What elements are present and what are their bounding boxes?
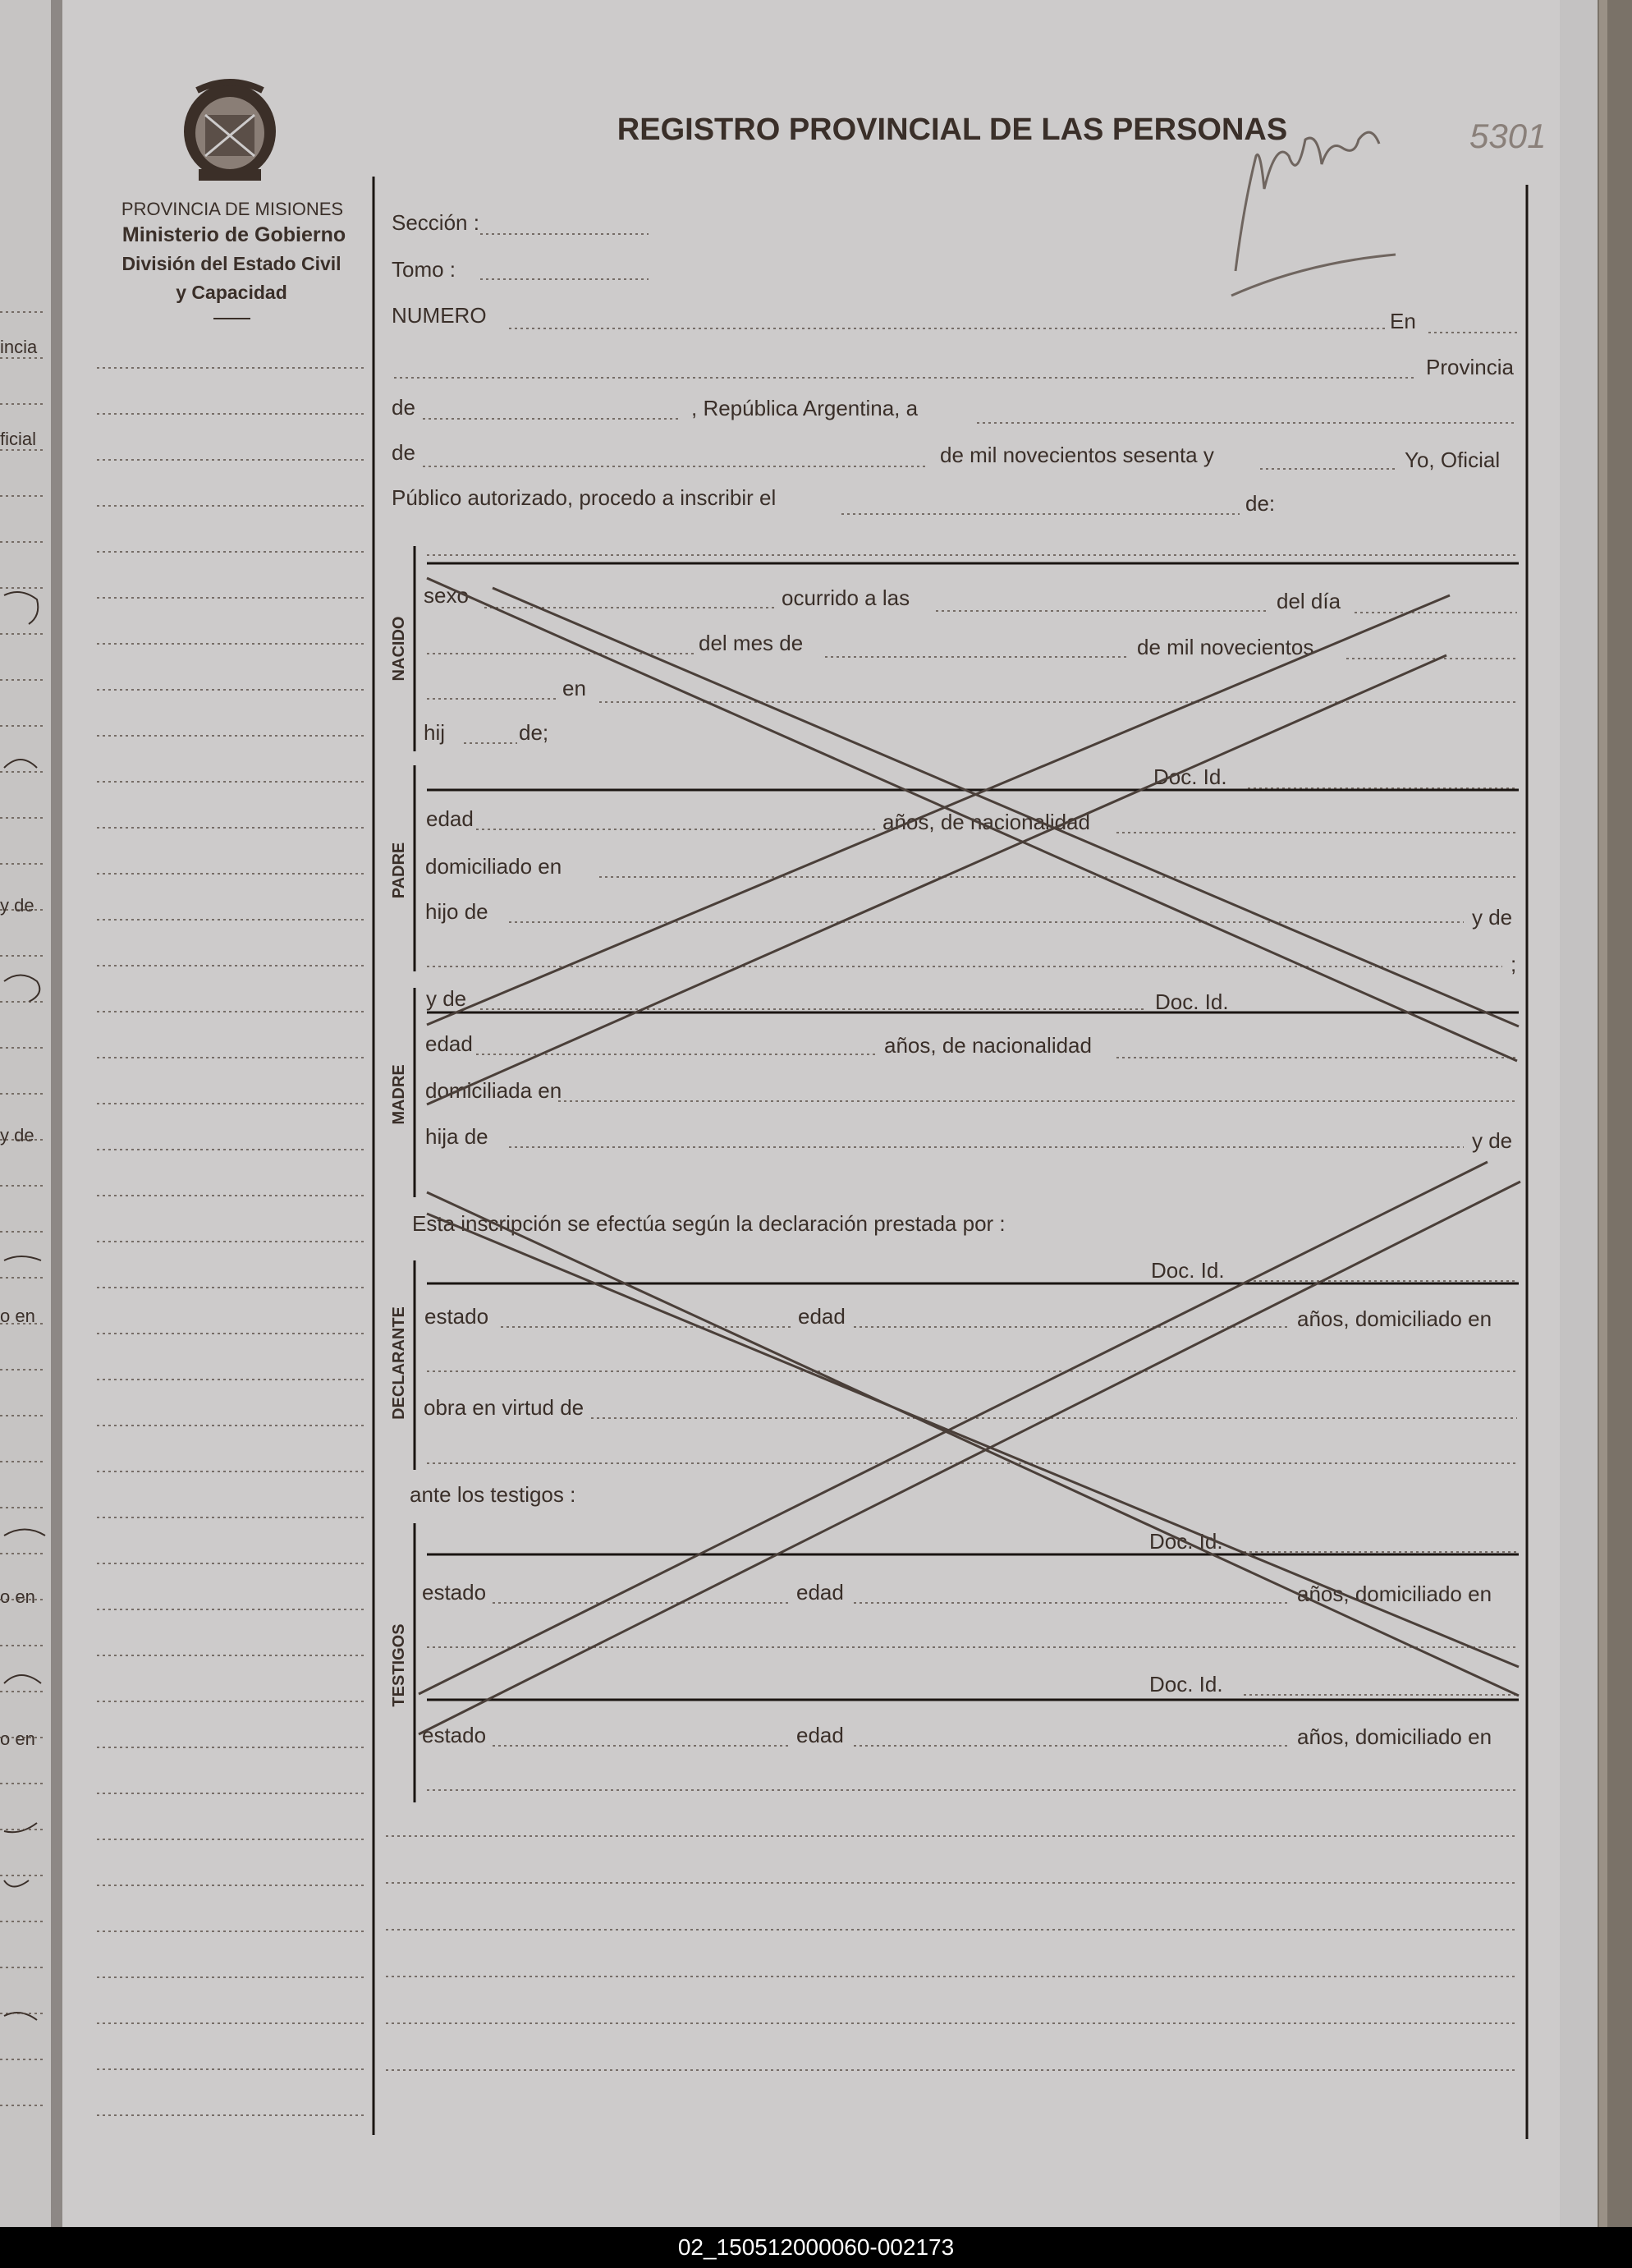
label-madre-anos: años, de nacionalidad	[884, 1033, 1092, 1058]
label-mil-nov: de mil novecientos	[1137, 635, 1314, 659]
label-declarante-edad: edad	[798, 1304, 846, 1329]
section-label-madre: MADRE	[390, 1064, 408, 1125]
label-padre-semicolon: ;	[1511, 952, 1517, 976]
province-line-4: y Capacidad	[176, 282, 287, 303]
province-line-1: PROVINCIA DE MISIONES	[121, 199, 344, 219]
label-republica: , República Argentina, a	[691, 396, 919, 420]
label-padre-anos: años, de nacionalidad	[882, 810, 1090, 834]
image-id-label: 02_150512000060-002173	[677, 2234, 955, 2260]
section-label-testigos: TESTIGOS	[390, 1623, 408, 1707]
label-madre-y-de: y de	[426, 986, 467, 1011]
label-testigos-anos2: años, domiciliado en	[1297, 1724, 1492, 1749]
label-declarante-obra: obra en virtud de	[424, 1395, 584, 1420]
label-del-dia: del día	[1277, 589, 1341, 613]
label-testigos-anos1: años, domiciliado en	[1297, 1582, 1492, 1606]
label-en: En	[1390, 309, 1416, 333]
label-padre-domiciliado: domiciliado en	[425, 854, 562, 879]
label-provincia: Provincia	[1426, 355, 1514, 379]
label-declarante-anos: años, domiciliado en	[1297, 1306, 1492, 1331]
label-padre-y-de: y de	[1472, 905, 1513, 930]
main-page-edge	[1560, 0, 1598, 2227]
label-seccion: Sección :	[392, 210, 479, 235]
label-testigos-intro: ante los testigos :	[410, 1482, 576, 1507]
left-fragment-7: o en	[0, 1729, 35, 1749]
left-fragment-6: o en	[0, 1586, 35, 1607]
page-gutter	[51, 0, 62, 2229]
page-title: REGISTRO PROVINCIAL DE LAS PERSONAS	[617, 112, 1288, 147]
label-testigos-edad1: edad	[796, 1580, 844, 1605]
left-fragment-5: o en	[0, 1306, 35, 1326]
label-nacido-en: en	[562, 676, 586, 700]
label-declarante-doc: Doc. Id.	[1151, 1258, 1225, 1283]
book-cover-edge	[1593, 0, 1632, 2250]
book-cover-texture	[1599, 0, 1607, 2250]
label-de-colon: de:	[1245, 491, 1276, 516]
section-label-nacido: NACIDO	[390, 616, 408, 682]
label-declarante-estado: estado	[424, 1304, 489, 1329]
label-padre-edad: edad	[426, 806, 474, 831]
left-fragment-3: y de	[0, 895, 34, 916]
label-publico: Público autorizado, procedo a inscribir el	[392, 485, 777, 510]
province-line-3: División del Estado Civil	[121, 253, 342, 274]
label-testigos-doc2: Doc. Id.	[1149, 1672, 1223, 1696]
label-testigos-edad2: edad	[796, 1723, 844, 1747]
label-sexo: sexo	[424, 583, 469, 608]
label-mil-novecientos: de mil novecientos sesenta y	[940, 443, 1214, 467]
label-madre-doc: Doc. Id.	[1155, 989, 1229, 1014]
left-fragment-1: incia	[0, 337, 38, 357]
section-label-padre: PADRE	[390, 842, 408, 899]
label-tomo: Tomo :	[392, 257, 456, 282]
label-padre-hijo: hijo de	[425, 899, 488, 924]
label-hij: hij	[424, 720, 446, 745]
label-testigos-doc1: Doc. Id.	[1149, 1529, 1223, 1554]
label-del-mes: del mes de	[699, 631, 804, 655]
left-fragment-2: ficial	[0, 429, 37, 449]
label-madre-y-de2: y de	[1472, 1128, 1513, 1153]
label-testigos-estado2: estado	[422, 1723, 487, 1747]
label-madre-hija: hija de	[425, 1124, 488, 1149]
label-numero: NUMERO	[392, 303, 487, 328]
label-padre-doc: Doc. Id.	[1153, 764, 1227, 789]
label-yo-oficial: Yo, Oficial	[1405, 448, 1501, 472]
section-label-declarante: DECLARANTE	[390, 1306, 408, 1420]
label-de-2: de	[392, 440, 415, 465]
main-page	[62, 0, 1598, 2227]
left-fragment-4: y de	[0, 1125, 34, 1145]
label-hij-de: de;	[519, 720, 549, 745]
footer-bar	[0, 2227, 1632, 2268]
label-declarante-intro: Esta inscripción se efectúa según la declaración prestada por :	[412, 1211, 1006, 1236]
label-testigos-estado1: estado	[422, 1580, 487, 1605]
label-madre-domiciliada: domiciliada en	[425, 1078, 562, 1103]
label-ocurrido: ocurrido a las	[782, 585, 910, 610]
handwritten-number: 5301	[1469, 117, 1547, 155]
label-de-1: de	[392, 395, 415, 420]
province-line-2: Ministerio de Gobierno	[121, 223, 346, 246]
label-madre-edad: edad	[425, 1031, 473, 1056]
left-page	[0, 0, 59, 2229]
